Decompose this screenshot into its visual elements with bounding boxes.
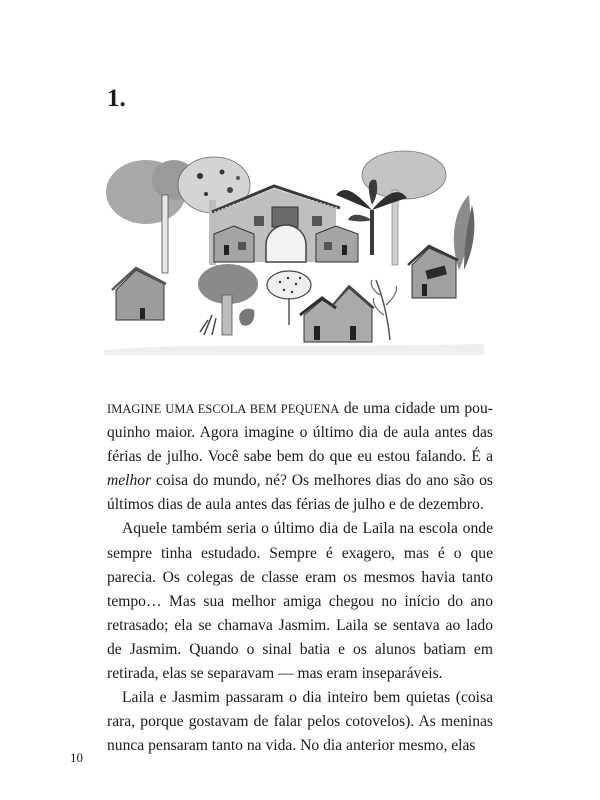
house-center [300,286,374,342]
paragraph-2: Aquele também seria o último dia de Laila na escola onde sempre tinha estudado. Sempre é exagero, mas é o que parecia. Os colegas de classe eram os mesmos havia tanto tempo… Mas sua melhor amiga chegou no início do ano retrasado; ela se chamava Jasmim. Laila se sentava ao lado de Jasmim. Quando o sinal batia e os alunos batiam em retirada, elas se separavam — mas eram inseparáveis. [107,520,493,683]
village-school-illustration [104,150,484,355]
page-number: 10 [70,750,83,765]
paragraph-3: Laila e Jasmim passaram o dia inteiro bem quietas (coisa rara, porque gostavam de falar pelos cotovelos). As meninas nunca pensaram tanto na vida. No dia anterior mesmo, elas [107,689,493,755]
house-right [408,246,458,298]
paragraph-1-part-1: de uma cidade um pouquinho maior. Agora imagine o último dia de aula antes das férias de julho. Você sabe bem do que eu estou falando. É a [107,400,493,466]
emphasis-word: melhor [107,472,152,490]
chapter-body [107,397,493,758]
paragraph-1-part-2: coisa do mundo, né? Os melhores dias do ano são os últimos dias de aula antes das férias de julho e de dezembro. [107,472,493,514]
chapter-number: 1. [107,85,126,112]
house-left [112,268,166,320]
paragraph-1 [107,397,493,517]
opening-smallcaps: IMAGINE UMA ESCOLA BEM PEQUENA [107,402,340,416]
ground [104,344,484,355]
tree-round-grey [198,264,258,335]
plant-fern [371,280,396,340]
